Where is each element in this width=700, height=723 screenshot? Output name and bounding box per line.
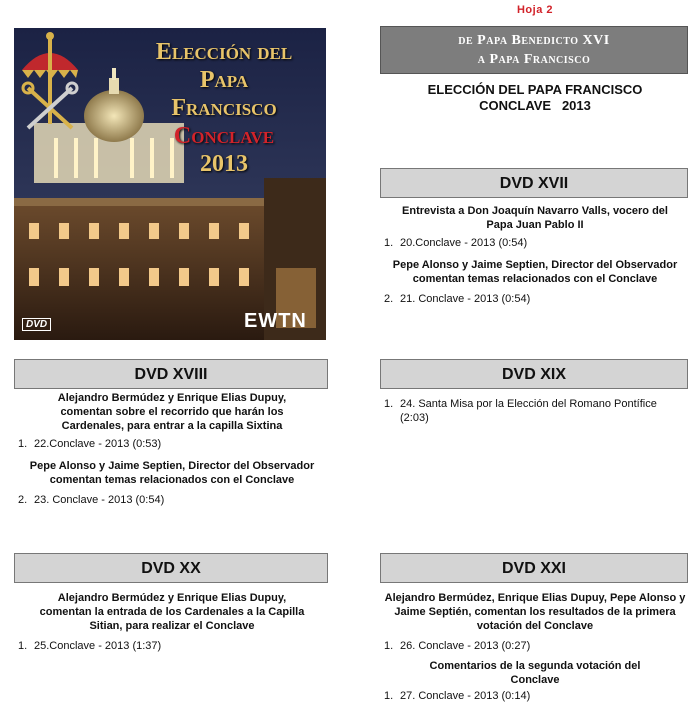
cover-title-line-4: Conclave (173, 123, 275, 149)
dvd-section-xxi (380, 553, 690, 703)
track-item (14, 493, 330, 507)
track-number: 1. (18, 640, 28, 652)
dvd-description: Alejandro Bermúdez y Enrique Elias Dupuy, comentan la entrada de los Cardenales a la Capilla Sitian, para realizar el Conclave (39, 592, 305, 632)
track-title: 27. Conclave - 2013 (0:14) (400, 690, 531, 702)
banner-line-2: a Papa Francisco (477, 52, 591, 67)
track-item (14, 437, 330, 451)
page-title (380, 82, 690, 114)
track-title: 25.Conclave - 2013 (1:37) (34, 640, 162, 652)
page-title-line-2: CONCLAVE 2013 (479, 98, 591, 113)
track-number: 1. (384, 690, 394, 702)
page-title-line-1: ELECCIÓN DEL PAPA FRANCISCO (427, 82, 643, 97)
dvd-logo: DVD (22, 318, 51, 331)
dvd-description: Entrevista a Don Joaquín Navarro Valls, vocero del Papa Juan Pablo II (402, 205, 668, 231)
dvd-section-xix (380, 359, 690, 425)
track-title: 23. Conclave - 2013 (0:54) (34, 494, 165, 506)
ewtn-logo: EWTN (244, 310, 307, 332)
cover-title-line-3: Francisco (171, 95, 277, 121)
track-number: 1. (384, 398, 394, 410)
dvd-section-xvii (380, 168, 690, 306)
sheet-label: Hoja 2 (516, 4, 553, 16)
dvd-header: DVD XIX (380, 359, 688, 389)
track-item (380, 397, 690, 425)
dvd-header: DVD XVIII (14, 359, 328, 389)
series-banner (380, 26, 688, 74)
dvd-header: DVD XXI (380, 553, 688, 583)
cover-title (124, 38, 324, 178)
dvd-header: DVD XX (14, 553, 328, 583)
track-item (380, 689, 690, 703)
dvd-description: Alejandro Bermúdez y Enrique Elias Dupuy, comentan sobre el recorrido que harán los Cardenales, para entrar a la capilla Sixtina (57, 392, 287, 432)
track-title: 26. Conclave - 2013 (0:27) (400, 640, 531, 652)
track-number: 2. (384, 293, 394, 305)
banner-line-1: de Papa Benedicto XVI (458, 33, 610, 48)
cover-title-line-5: 2013 (200, 151, 248, 177)
track-number: 1. (384, 640, 394, 652)
track-number: 2. (18, 494, 28, 506)
cover-title-line-2: Papa (199, 67, 249, 93)
track-title: 20.Conclave - 2013 (0:54) (400, 237, 528, 249)
track-number: 1. (18, 438, 28, 450)
track-item (380, 236, 690, 250)
dvd-description: Comentarios de la segunda votación del Conclave (429, 660, 641, 686)
track-item (380, 292, 690, 306)
track-number: 1. (384, 237, 394, 249)
track-title: 24. Santa Misa por la Elección del Romano Pontífice (2:03) (400, 398, 657, 424)
dvd-header: DVD XVII (380, 168, 688, 198)
dvd-description: Pepe Alonso y Jaime Septien, Director del Observador comentan temas relacionados con el Conclave (392, 259, 678, 285)
dvd-section-xx (14, 553, 330, 653)
cover-title-line-1: Elección del (155, 39, 293, 65)
track-item (14, 639, 330, 653)
dvd-description: Pepe Alonso y Jaime Septien, Director del Observador comentan temas relacionados con el Conclave (29, 460, 315, 486)
dvd-section-xviii (14, 359, 330, 507)
dvd-description: Alejandro Bermúdez, Enrique Elias Dupuy, Pepe Alonso y Jaime Septién, comentan los resultados de la primera votación del Conclave (384, 592, 686, 632)
dvd-cover-image (14, 28, 326, 340)
track-title: 21. Conclave - 2013 (0:54) (400, 293, 531, 305)
track-item (380, 639, 690, 653)
track-title: 22.Conclave - 2013 (0:53) (34, 438, 162, 450)
